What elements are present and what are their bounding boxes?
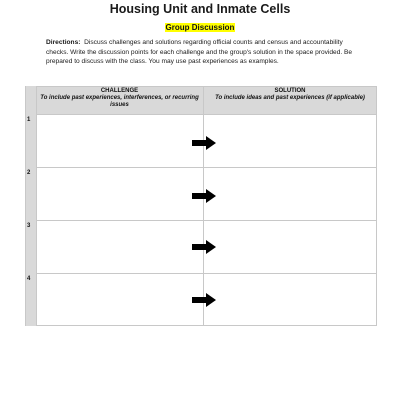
right-arrow-icon xyxy=(192,189,216,203)
row-number-column xyxy=(25,114,36,326)
table-line-row-2 xyxy=(36,220,377,221)
table-divider-number xyxy=(36,86,37,326)
directions-paragraph xyxy=(46,38,358,67)
table-line-row-1 xyxy=(36,167,377,168)
table-divider-middle xyxy=(203,86,204,326)
directions-text: Discuss challenges and solutions regarding official counts and census and accountability checks. Write the discussion points for each challenge and the group's solution in the space provided. Be prepared to discuss with the class. You may use past experiences as examples. xyxy=(46,39,353,66)
challenge-column-header xyxy=(36,88,203,109)
table-border-left xyxy=(25,86,26,326)
challenge-header-label: CHALLENGE xyxy=(100,88,139,94)
table-border-top xyxy=(36,86,377,87)
solution-header-note: To include ideas and past experiences (if applicable) xyxy=(215,95,365,101)
table-line-row-3 xyxy=(36,273,377,274)
row-number-1: 1 xyxy=(27,117,31,123)
table-border-right xyxy=(376,86,377,326)
subtitle-wrap xyxy=(0,17,400,35)
row-number-2: 2 xyxy=(27,170,31,176)
right-arrow-icon xyxy=(192,240,216,254)
row-number-3: 3 xyxy=(27,223,31,229)
document-subtitle: Group Discussion xyxy=(165,23,235,32)
challenge-header-note: To include past experiences, interferences, or recurring issues xyxy=(40,95,199,108)
right-arrow-icon xyxy=(192,293,216,307)
discussion-table xyxy=(25,86,377,326)
solution-header-label: SOLUTION xyxy=(274,88,306,94)
table-border-bottom xyxy=(36,325,377,326)
document-title: Housing Unit and Inmate Cells xyxy=(109,2,291,16)
directions-label: Directions: xyxy=(46,39,81,46)
table-line-header xyxy=(36,114,377,115)
right-arrow-icon xyxy=(192,136,216,150)
solution-column-header xyxy=(203,88,377,102)
row-number-4: 4 xyxy=(27,276,31,282)
